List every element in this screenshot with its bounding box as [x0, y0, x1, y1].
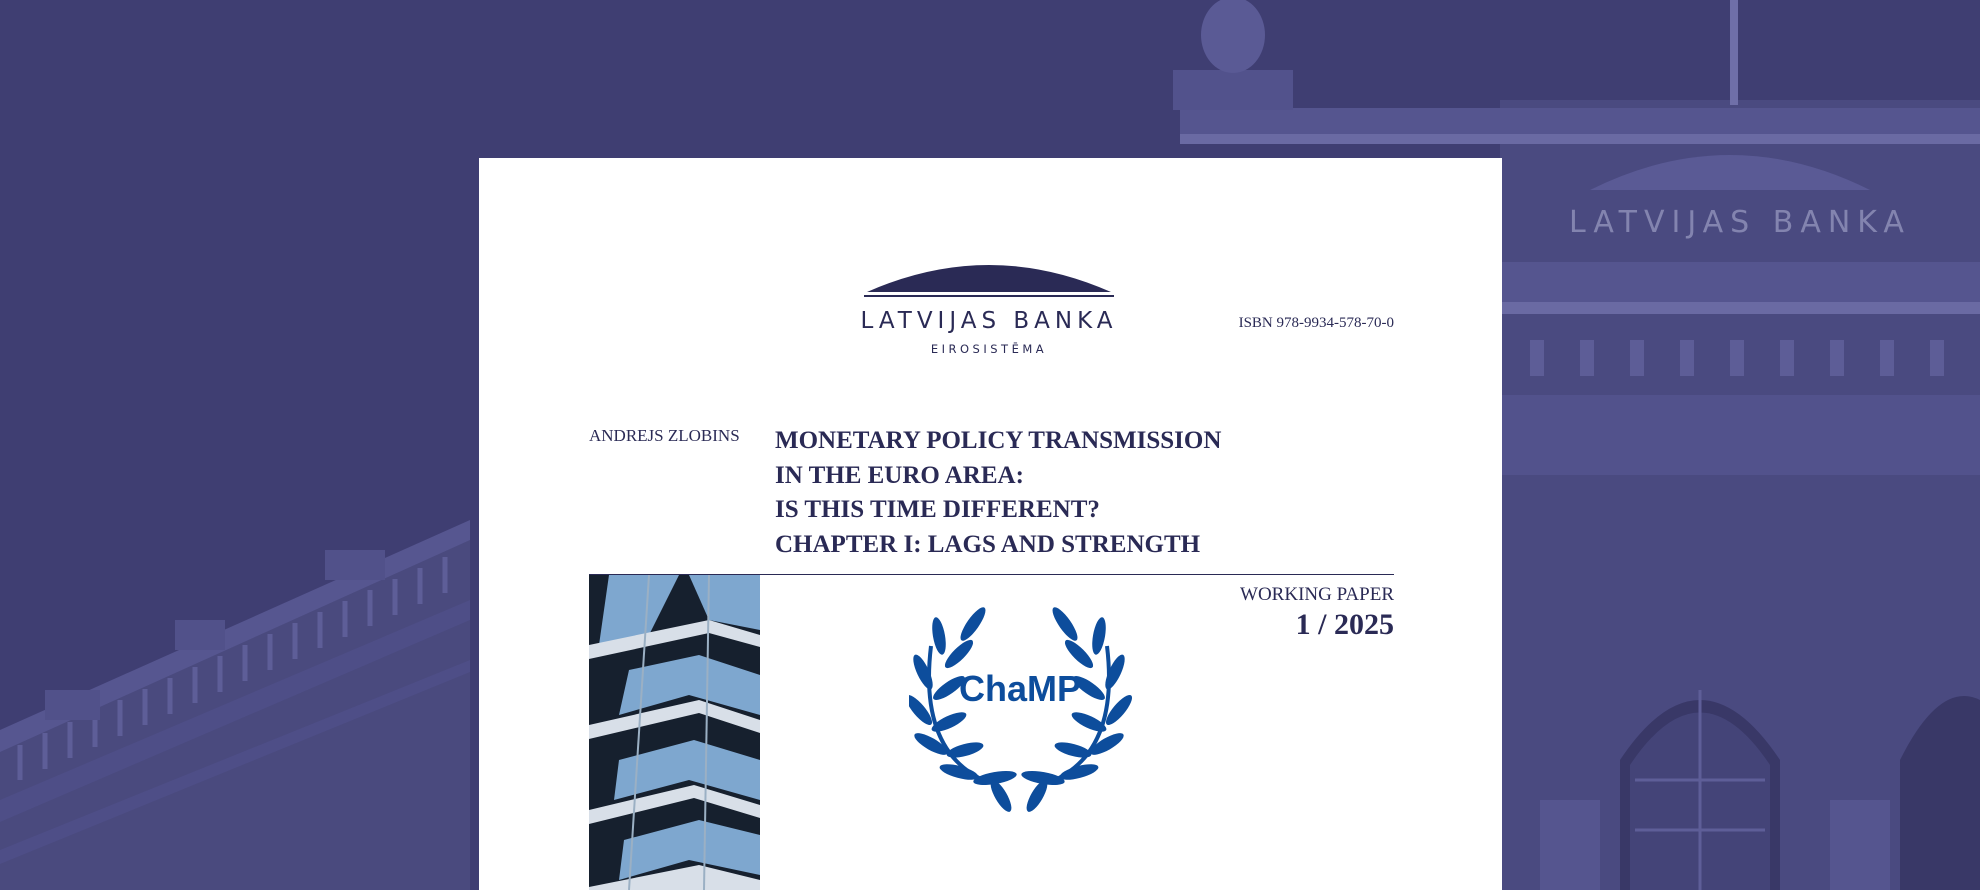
isbn-number: ISBN 978-9934-578-70-0 — [1238, 315, 1394, 331]
title-line: IN THE EURO AREA: — [775, 461, 1024, 489]
paper-title — [775, 424, 1335, 562]
series-label: WORKING PAPER — [1240, 584, 1394, 605]
champ-logo — [909, 606, 1159, 826]
facade-inscription: LATVIJAS BANKA — [1569, 205, 1911, 240]
logo-subtitle: EIROSISTĒMA — [930, 342, 1048, 356]
logo-name: LATVIJAS BANKA — [860, 308, 1118, 334]
laurel-wreath-icon — [909, 606, 1139, 816]
title-line: MONETARY POLICY TRANSMISSION — [775, 427, 1222, 454]
cover-photo-building — [589, 575, 760, 890]
author-name: ANDREJS ZLOBINS — [589, 426, 740, 445]
champ-logo-text: ChaMP — [958, 668, 1081, 709]
latvijas-banka-logo — [844, 260, 1134, 360]
title-line: IS THIS TIME DIFFERENT? — [775, 496, 1100, 523]
series-number: 1 / 2025 — [1295, 608, 1394, 641]
building-photo-icon — [589, 575, 760, 890]
document-cover — [479, 158, 1502, 890]
title-line: CHAPTER I: LAGS AND STRENGTH — [775, 530, 1201, 558]
dome-icon — [844, 260, 1134, 300]
